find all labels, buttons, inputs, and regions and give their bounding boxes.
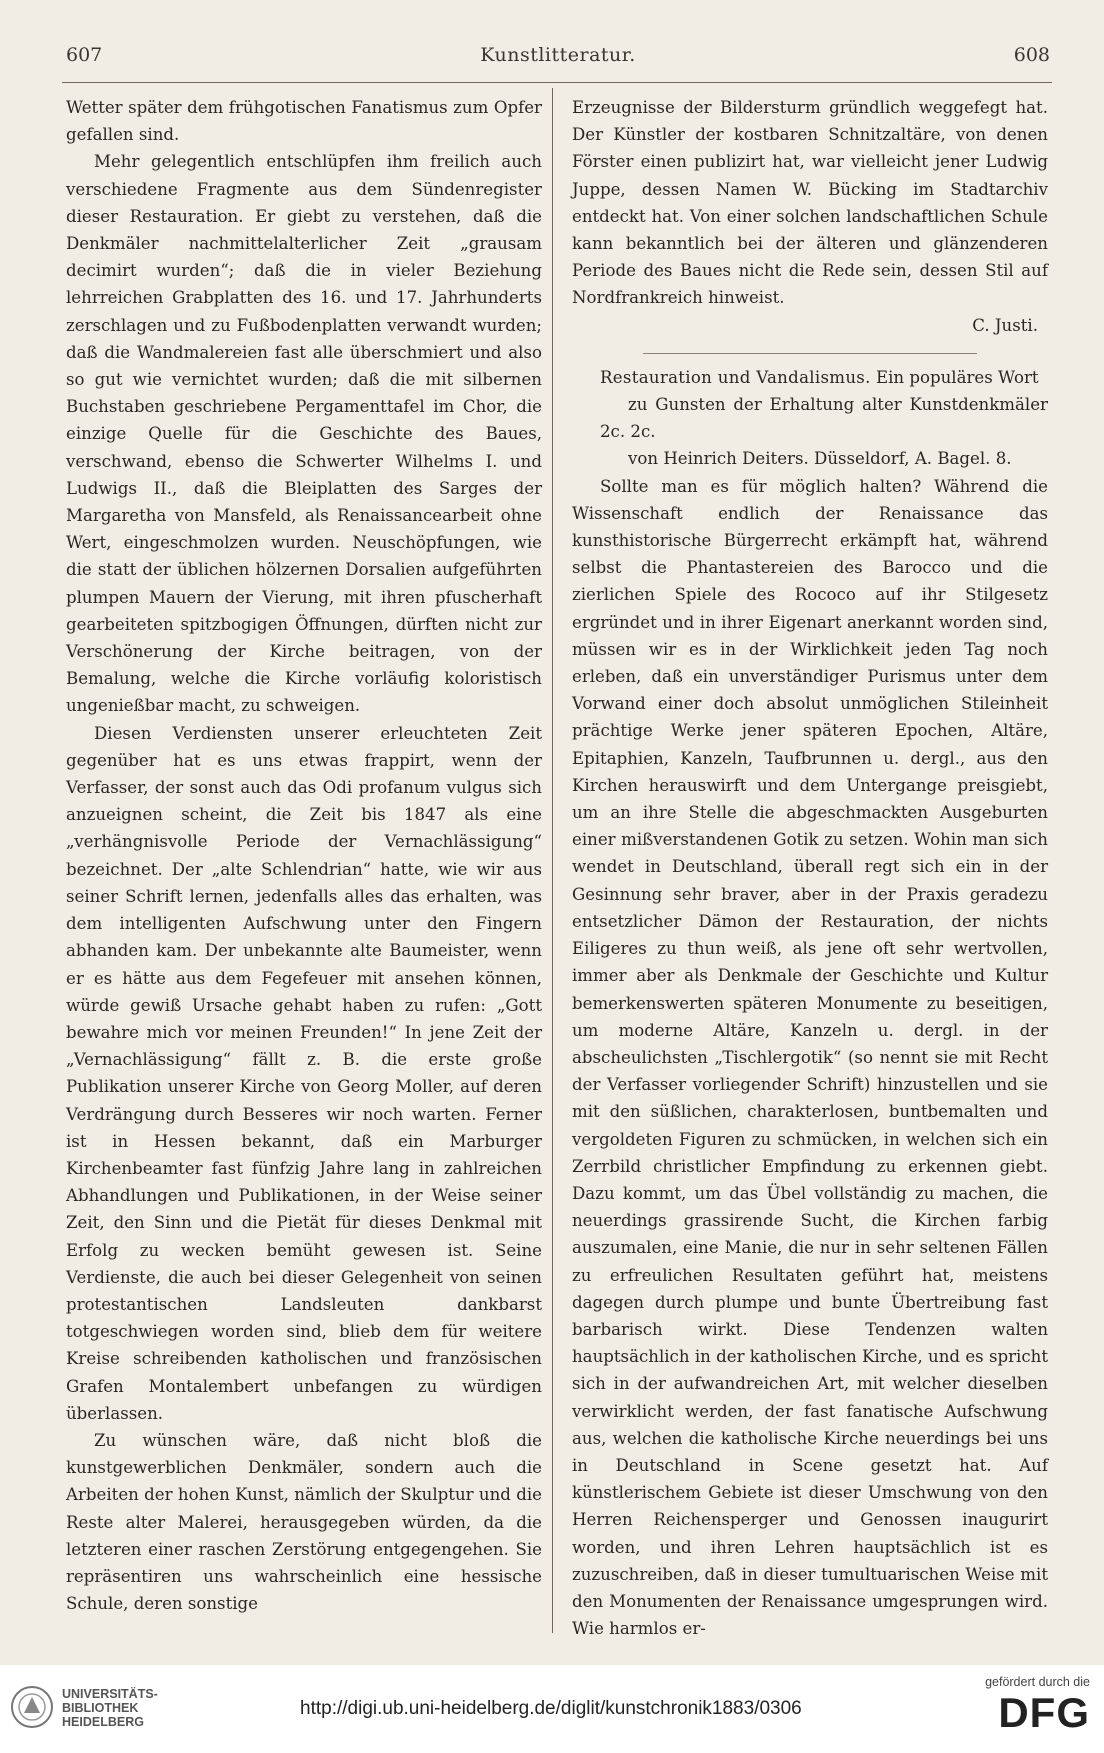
section-separator [643,353,976,354]
right-column [572,94,1048,1642]
page-number-left: 607 [66,44,103,66]
university-library-logo [10,1683,220,1737]
funded-by-label: gefördert durch die [985,1675,1090,1689]
left-column [66,94,542,1617]
paragraph: Erzeugnisse der Bildersturm gründlich weggefegt hat. Der Künstler der kostbaren Schnitzaltäre, von denen Förster einen publizirt hat, war vielleicht jener Ludwig Juppe, dessen Namen W. Bücking im Stadtarchiv entdeckt hat. Von einer solchen landschaftlichen Schule kann bekanntlich bei der älteren und glänzenderen Periode des Baues nicht die Rede sein, dessen Stil auf Nordfrankreich hinweist. [572,98,1048,308]
paragraph: Zu wünschen wäre, daß nicht bloß die kunstgewerblichen Denkmäler, sondern auch die Arbeiten der hohen Kunst, nämlich der Skulptur und die Reste alter Malerei, herausgegeben würden, da die letzteren einer raschen Zerstörung entgegengehen. Sie repräsentiren uns wahrscheinlich eine hessische Schule, deren sonstige [66,1430,542,1614]
page-header [66,44,1050,74]
paragraph: Wetter später dem frühgotischen Fanatismus zum Opfer gefallen sind. [66,98,542,145]
review-heading [572,364,1048,391]
review-title: Restauration und Vandalismus. [600,367,871,387]
dfg-wordmark: DFG [998,1689,1090,1736]
institution-name: UNIVERSITÄTS- BIBLIOTHEK HEIDELBERG [62,1687,158,1729]
page-number-right: 608 [1013,44,1050,66]
running-title: Kunstlitteratur. [480,44,636,66]
author-signature: C. Justi. [972,315,1038,335]
paragraph: Mehr gelegentlich entschlüpfen ihm freilich auch verschiedene Fragmente aus dem Sündenregister dieser Restauration. Er giebt zu verstehen, daß die Denkmäler nachmittelalterlicher Zeit „grausam decimirt wurden“; daß die in vieler Beziehung lehrreichen Grabplatten des 16. und 17. Jahrhunderts zerschlagen und zu Fußbodenplatten verwandt wurden; daß die Wandmalereien fast alle überschmiert und also so gut wie vernichtet wurden; daß die mit silbernen Buchstaben geschriebene Pergamenttafel im Chor, die einzige Quelle für die Geschichte des Baues, verschwand, ebenso die Schwerter Wilhelms I. und Ludwigs II., daß die Bleiplatten des Sarges der Margaretha von Mansfeld, als Renaissancearbeit ohne Wert, eingeschmolzen wurden. Neuschöpfungen, wie die statt der üblichen hölzernen Dorsalien aufgeführten plumpen Mauern der Vierung, mit ihren pfuscherhaft gearbeiteten spitzbogigen Öffnungen, dürften nicht zur Verschönerung der Kirche beitragen, von der Bemalung, welche die Kirche vorläufig koloristisch ungenießbar macht, zu schweigen. [66,152,542,716]
digitization-footer [0,1665,1104,1753]
header-rule [62,82,1052,83]
review-publication-line: von Heinrich Deiters. Düsseldorf, A. Bagel. 8. [628,449,1012,469]
review-subtitle-line: zu Gunsten der Erhaltung alter Kunstdenkmäler 2c. 2c. [600,395,1048,442]
paragraph: Sollte man es für möglich halten? Während die Wissenschaft endlich der Renaissance das kunsthistorische Bürgerrecht erkämpft hat, während selbst die Phantastereien des Barocco und die zierlichen Spiele des Rococo auf ihr Stilgesetz ergründet und in ihrer Eigenart anerkannt worden sind, müssen wir es in der Wirklichkeit jeden Tag noch erleben, daß ein unverständiger Purismus unter dem Vorwand einer doch absolut unmöglichen Stileinheit prächtige Werke jener späteren Epochen, Altäre, Epitaphien, Kanzeln, Taufbrunnen u. dergl., aus den Kirchen herauswirft und dem Untergange preisgiebt, um an ihre Stelle die abgeschmackten Ausgeburten einer mißverstandenen Gotik zu setzen. Wohin man sich wendet in Deutschland, überall regt sich ein in der Gesinnung sehr braver, aber in der Praxis geradezu entsetzlicher Dämon der Restauration, der nichts Eiligeres zu thun weiß, als jene oft sehr wertvollen, immer aber als Denkmale der Geschichte und Kultur bemerkenswerten späteren Monumente zu beseitigen, um moderne Altäre, Kanzeln u. dergl. in der abscheulichsten „Tischlergotik“ (so nennt sie mit Recht der Verfasser vorliegender Schrift) hinzustellen und sie mit den süßlichen, charakterlosen, buntbemalten und vergoldeten Figuren zu schmücken, in welchen sich ein Zerrbild christlicher Empfindung zu erkennen giebt. Dazu kommt, um das Übel vollständig zu machen, die neuerdings grassirende Sucht, die Kirchen farbig auszumalen, eine Manie, die nur in sehr seltenen Fällen zu erfreulichen Resultaten geführt hat, meistens dagegen durch plumpe und bunte Übertreibung fast barbarisch wirkt. Diese Tendenzen walten hauptsächlich in der katholischen Kirche, und es spricht sich in der aufwandreichen Art, mit welcher dieselben verwirklicht werden, der fast fanatische Aufschwung aus, welchen die katholische Kirche neuerdings bei uns in Deutschland in Scene gesetzt hat. Auf künstlerischem Gebiete ist dieser Umschwung von den Herren Reichensperger und Genossen inaugurirt worden, und ihren Lehren hauptsächlich ist es zuzuschreiben, daß in dieser tumultuarischen Weise mit den Monumenten der Renaissance umgesprungen wird. Wie harmlos er- [572,476,1048,1639]
university-seal-icon [10,1685,54,1729]
paragraph: Diesen Verdiensten unserer erleuchteten Zeit gegenüber hat es uns etwas frappirt, wenn der Verfasser, der sonst auch das Odi profanum vulgus sich anzueignen scheint, die Zeit bis 1847 als eine „verhängnisvolle Periode der Vernachlässigung“ bezeichnet. Der „alte Schlendrian“ hatte, wie wir aus seiner Schrift lernen, jedenfalls alles das erhalten, was dem intelligenten Aufschwung unter den Fingern abhanden kam. Der unbekannte alte Baumeister, wenn er es hätte aus dem Fegefeuer mit ansehen können, würde gewiß Ursache gehabt haben zu rufen: „Gott bewahre mich vor meinen Freunden!“ In jene Zeit der „Vernachlässigung“ fällt z. B. die erste große Publikation unserer Kirche von Georg Moller, auf deren Verdrängung durch Besseres wir noch warten. Ferner ist in Hessen bekannt, daß ein Marburger Kirchenbeamter fast fünfzig Jahre lang in zahlreichen Abhandlungen und Publikationen, in der Weise seiner Zeit, den Sinn und die Pietät für dieses Denkmal mit Erfolg zu wecken bemüht gewesen ist. Seine Verdienste, die auch bei dieser Gelegenheit von seinen protestantischen Landsleuten dankbarst totgeschwiegen worden sind, blieb dem für weitere Kreise schreibenden katholischen und französischen Grafen Montalembert unbefangen zu würdigen überlassen. [66,723,542,1423]
permalink[interactable]: http://digi.ub.uni-heidelberg.de/diglit/kunstchronik1883/0306 [300,1698,802,1719]
review-subtitle: Ein populäres Wort [875,367,1039,387]
column-divider [552,88,553,1633]
dfg-logo [940,1675,1090,1737]
